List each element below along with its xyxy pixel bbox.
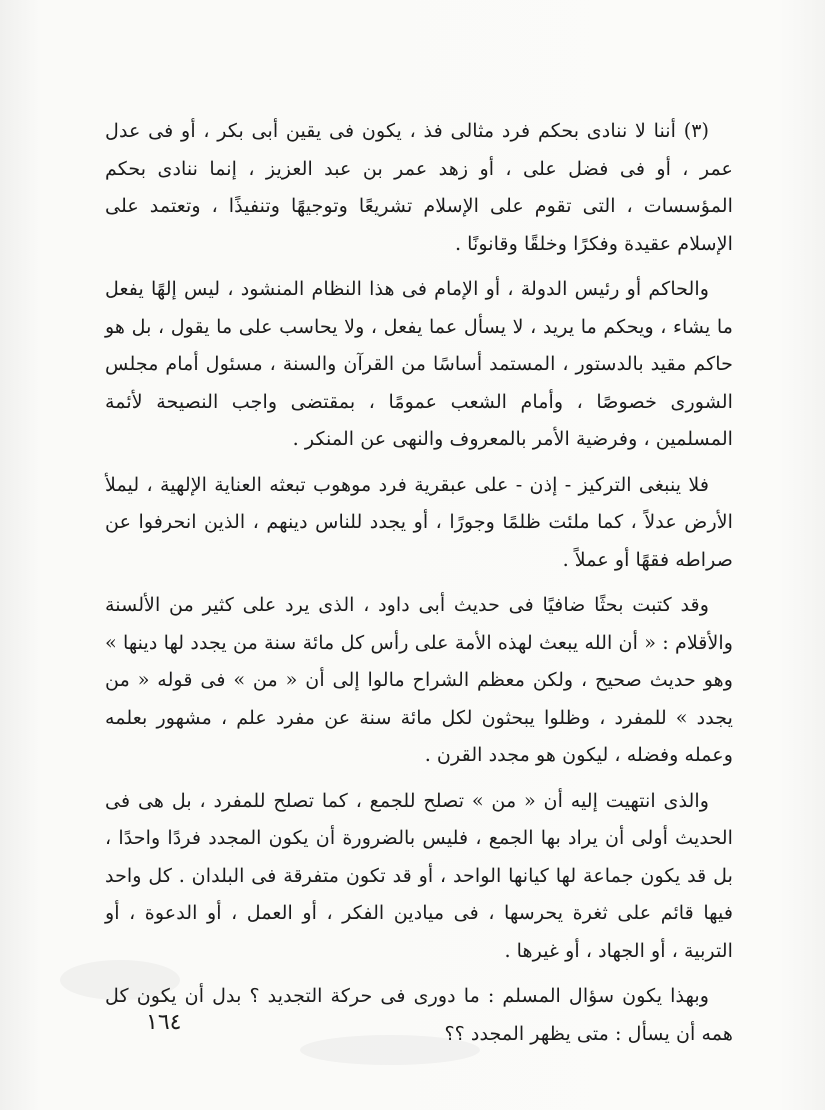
paragraph-5: والذى انتهيت إليه أن « من » تصلح للجمع ، كما تصلح للمفرد ، بل هى فى الحديث أولى أن يراد بها الجمع ، فليس بالضرورة أن يكون المجدد فردًا واحدًا ، بل قد يكون جماعة لها كيانها الواحد ، أو قد تكون متفرقة فى البلدان . كل واحد فيها قائم على ثغرة يحرسها ، فى ميادين الفكر ، أو العمل ، أو الدعوة ، أو التربية ، أو الجهاد ، أو غيرها . (105, 788, 733, 962)
paragraph-2: والحاكم أو رئيس الدولة ، أو الإمام فى هذا النظام المنشود ، ليس إلهًا يفعل ما يشاء ، ويحكم ما يريد ، لا يسأل عما يفعل ، ولا يحاسب على ما يقول ، بل هو حاكم مقيد بالدستور ، المستمد أساسًا من القرآن والسنة ، مسئول أمام مجلس الشورى خصوصًا ، وأمام الشعب عمومًا ، بمقتضى واجب النصيحة لأئمة المسلمين ، وفرضية الأمر بالمعروف والنهى عن المنكر . (105, 277, 733, 450)
paragraph-4: وقد كتبت بحثًا ضافيًا فى حديث أبى داود ، الذى يرد على كثير من الألسنة والأقلام : « أن الله يبعث لهذه الأمة على رأس كل مائة سنة من يجدد لها دينها » وهو حديث صحيح ، ولكن معظم الشراح مالوا إلى أن « من » فى قوله « من يجدد » للمفرد ، وظلوا يبحثون لكل مائة سنة عن مفرد علم ، مشهور بعلمه وعمله وفضله ، ليكون هو مجدد القرن . (105, 593, 733, 766)
page-number: ١٦٤ (146, 1010, 182, 1035)
paragraph-6: وبهذا يكون سؤال المسلم : ما دورى فى حركة التجديد ؟ بدل أن يكون كل همه أن يسأل : متى يظهر المجدد ؟؟ (105, 984, 733, 1045)
paragraph-3: فلا ينبغى التركيز - إذن - على عبقرية فرد موهوب تبعثه العناية الإلهية ، ليملأ الأرض عدلاً ، كما ملئت ظلمًا وجورًا ، أو يجدد للناس دينهم ، الذين انحرفوا عن صراطه فقهًا أو عملاً . (105, 472, 733, 571)
body-text (105, 112, 733, 1060)
paragraph-1: (٣) أننا لا ننادى بحكم فرد مثالى فذ ، يكون فى يقين أبى بكر ، أو فى عدل عمر ، أو فى فضل على ، أو زهد عمر بن عبد العزيز ، إنما ننادى بحكم المؤسسات ، التى تقوم على الإسلام تشريعًا وتوجيهًا وتنفيذًا ، وتعتمد على الإسلام عقيدة وفكرًا وخلقًا وقانونًا . (105, 119, 733, 255)
